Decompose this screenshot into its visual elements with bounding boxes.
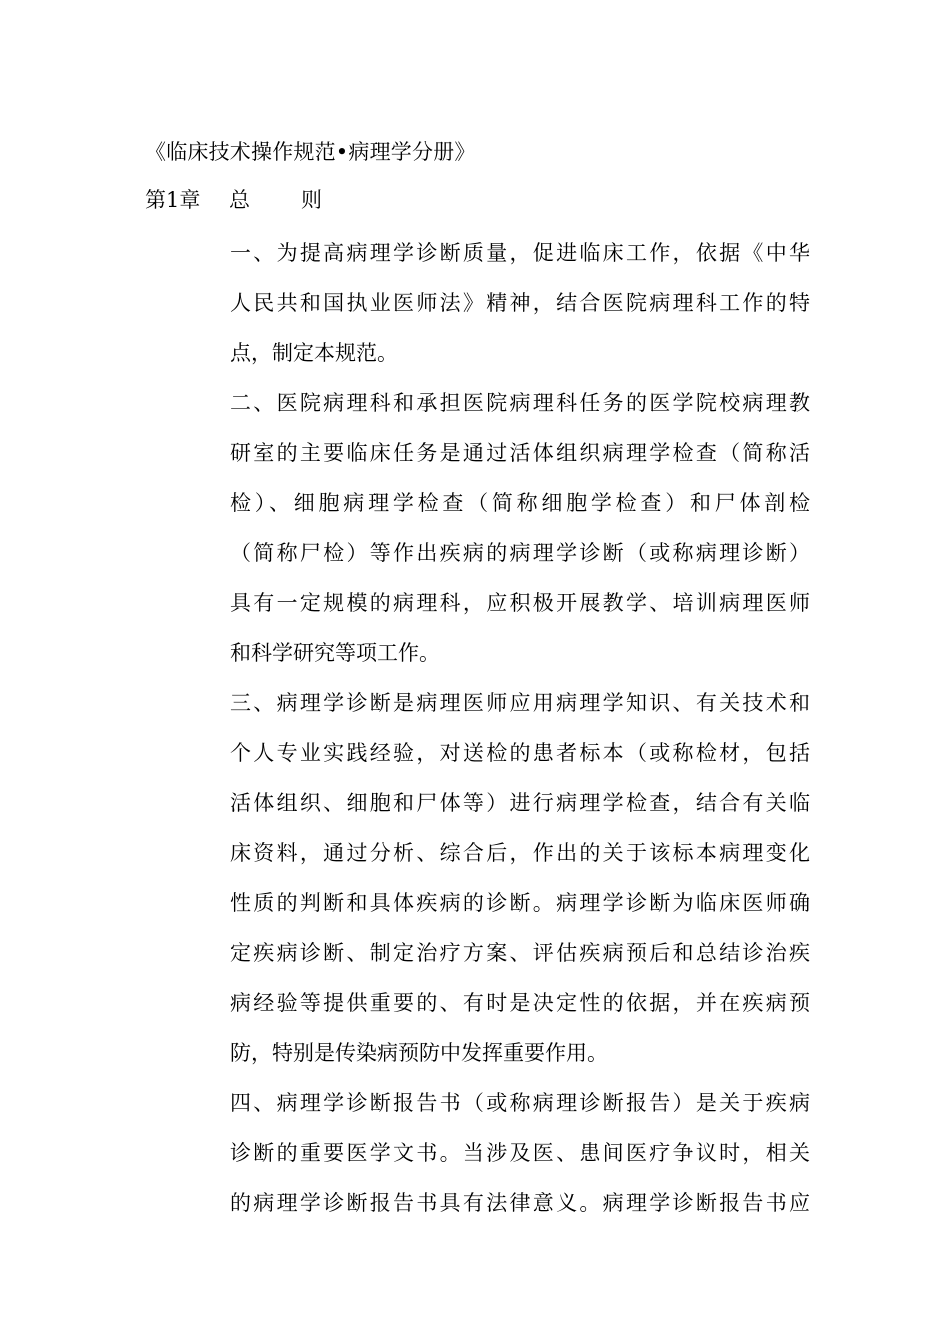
- body-line: 具有一定规模的病理科，应积极开展教学、培训病理医师: [230, 591, 810, 615]
- body-line: 二、医院病理科和承担医院病理科任务的医学院校病理教: [230, 391, 810, 415]
- body-line: 一、为提高病理学诊断质量，促进临床工作，依据《中华: [230, 241, 810, 265]
- body-line: 定疾病诊断、制定治疗方案、评估疾病预后和总结诊治疾: [230, 941, 810, 965]
- body-line: 的病理学诊断报告书具有法律意义。病理学诊断报告书应: [230, 1191, 810, 1215]
- body-line: 性质的判断和具体疾病的诊断。病理学诊断为临床医师确: [230, 891, 810, 915]
- body-text: [230, 228, 810, 1228]
- document-title: 《临床技术操作规范•病理学分册》: [145, 140, 476, 164]
- body-line: 和科学研究等项工作。: [230, 641, 440, 665]
- chapter-heading: [145, 184, 322, 216]
- body-line: 三、病理学诊断是病理医师应用病理学知识、有关技术和: [230, 691, 810, 715]
- body-line: 四、病理学诊断报告书（或称病理诊断报告）是关于疾病: [230, 1091, 810, 1115]
- body-line: 检）、细胞病理学检查（简称细胞学检查）和尸体剖检: [230, 491, 810, 515]
- body-line: 床资料，通过分析、综合后，作出的关于该标本病理变化: [230, 841, 810, 865]
- body-line: 个人专业实践经验，对送检的患者标本（或称检材，包括: [230, 741, 810, 765]
- body-line: （简称尸检）等作出疾病的病理学诊断（或称病理诊断）: [230, 541, 810, 565]
- body-line: 研室的主要临床任务是通过活体组织病理学检查（简称活: [230, 441, 810, 465]
- chapter-name-part-1: 总: [229, 188, 250, 212]
- chapter-number: 第1章: [145, 188, 201, 212]
- body-line: 人民共和国执业医师法》精神，结合医院病理科工作的特: [230, 291, 810, 315]
- body-line: 防，特别是传染病预防中发挥重要作用。: [230, 1041, 608, 1065]
- chapter-name-part-2: 则: [301, 188, 322, 212]
- body-line: 病经验等提供重要的、有时是决定性的依据，并在疾病预: [230, 991, 810, 1015]
- body-line: 诊断的重要医学文书。当涉及医、患间医疗争议时，相关: [230, 1141, 810, 1165]
- body-line: 点，制定本规范。: [230, 341, 398, 365]
- body-line: 活体组织、细胞和尸体等）进行病理学检查，结合有关临: [230, 791, 810, 815]
